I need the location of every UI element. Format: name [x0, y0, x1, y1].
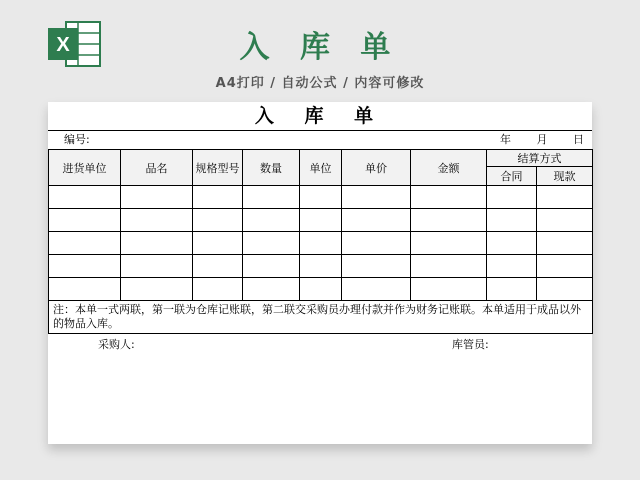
table-body [49, 186, 593, 301]
banner [0, 0, 640, 100]
table-cell[interactable] [243, 232, 300, 255]
table-cell[interactable] [193, 278, 243, 301]
table-cell[interactable] [411, 209, 487, 232]
table-cell[interactable] [342, 278, 411, 301]
table-cell[interactable] [193, 232, 243, 255]
note-text: 注：本单一式两联，第一联为仓库记账联，第二联交采购员办理付款并作为财务记账联。本单适用于成品以外的物品入库。 [49, 301, 593, 334]
table-cell[interactable] [121, 232, 193, 255]
table-cell[interactable] [342, 209, 411, 232]
table-cell[interactable] [487, 255, 537, 278]
table-row [49, 232, 593, 255]
table-cell[interactable] [342, 255, 411, 278]
table-row [49, 186, 593, 209]
day-label: 日 [573, 133, 584, 146]
table-row [49, 209, 593, 232]
table-cell[interactable] [300, 232, 342, 255]
date-field [478, 131, 584, 149]
signature-row [48, 336, 592, 354]
table-row [49, 278, 593, 301]
table-cell[interactable] [193, 186, 243, 209]
serial-number-label: 编号: [64, 133, 90, 146]
year-label: 年 [500, 133, 511, 146]
table-cell[interactable] [411, 186, 487, 209]
receipt-table [48, 149, 593, 334]
page-subtitle: A4打印 / 自动公式 / 内容可修改 [215, 76, 425, 91]
table-cell[interactable] [300, 186, 342, 209]
column-header: 单价 [342, 150, 411, 186]
table-cell[interactable] [300, 255, 342, 278]
svg-text:X: X [56, 34, 70, 56]
table-cell[interactable] [487, 278, 537, 301]
table-cell[interactable] [537, 232, 593, 255]
column-header: 现款 [537, 167, 593, 186]
column-header: 进货单位 [49, 150, 121, 186]
table-cell[interactable] [49, 255, 121, 278]
keeper-label: 库管员: [452, 338, 489, 351]
table-cell[interactable] [243, 255, 300, 278]
table-cell[interactable] [487, 186, 537, 209]
table-cell[interactable] [487, 209, 537, 232]
table-cell[interactable] [537, 255, 593, 278]
table-cell[interactable] [121, 186, 193, 209]
column-header: 规格型号 [193, 150, 243, 186]
table-cell[interactable] [243, 186, 300, 209]
table-cell[interactable] [49, 186, 121, 209]
table-cell[interactable] [193, 209, 243, 232]
column-header: 合同 [487, 167, 537, 186]
month-label: 月 [536, 133, 548, 146]
table-cell[interactable] [487, 232, 537, 255]
table-cell[interactable] [49, 232, 121, 255]
column-header: 金额 [411, 150, 487, 186]
table-cell[interactable] [411, 278, 487, 301]
table-cell[interactable] [411, 232, 487, 255]
page-title: 入 库 单 [239, 30, 401, 65]
table-cell[interactable] [121, 255, 193, 278]
table-cell[interactable] [49, 209, 121, 232]
table-row [49, 255, 593, 278]
sheet-title: 入 库 单 [48, 102, 592, 131]
table-cell[interactable] [49, 278, 121, 301]
table-cell[interactable] [411, 255, 487, 278]
table-cell[interactable] [300, 278, 342, 301]
table-cell[interactable] [537, 209, 593, 232]
table-cell[interactable] [537, 278, 593, 301]
buyer-label: 采购人: [98, 338, 135, 351]
table-cell[interactable] [342, 232, 411, 255]
column-header: 数量 [243, 150, 300, 186]
table-cell[interactable] [121, 278, 193, 301]
column-header: 单位 [300, 150, 342, 186]
table-cell[interactable] [300, 209, 342, 232]
column-header: 品名 [121, 150, 193, 186]
table-cell[interactable] [537, 186, 593, 209]
table-cell[interactable] [342, 186, 411, 209]
meta-row [48, 131, 592, 149]
table-cell[interactable] [121, 209, 193, 232]
table-cell[interactable] [243, 278, 300, 301]
table-cell[interactable] [243, 209, 300, 232]
settlement-header: 结算方式 [487, 150, 593, 167]
table-cell[interactable] [193, 255, 243, 278]
receipt-sheet [48, 102, 592, 444]
